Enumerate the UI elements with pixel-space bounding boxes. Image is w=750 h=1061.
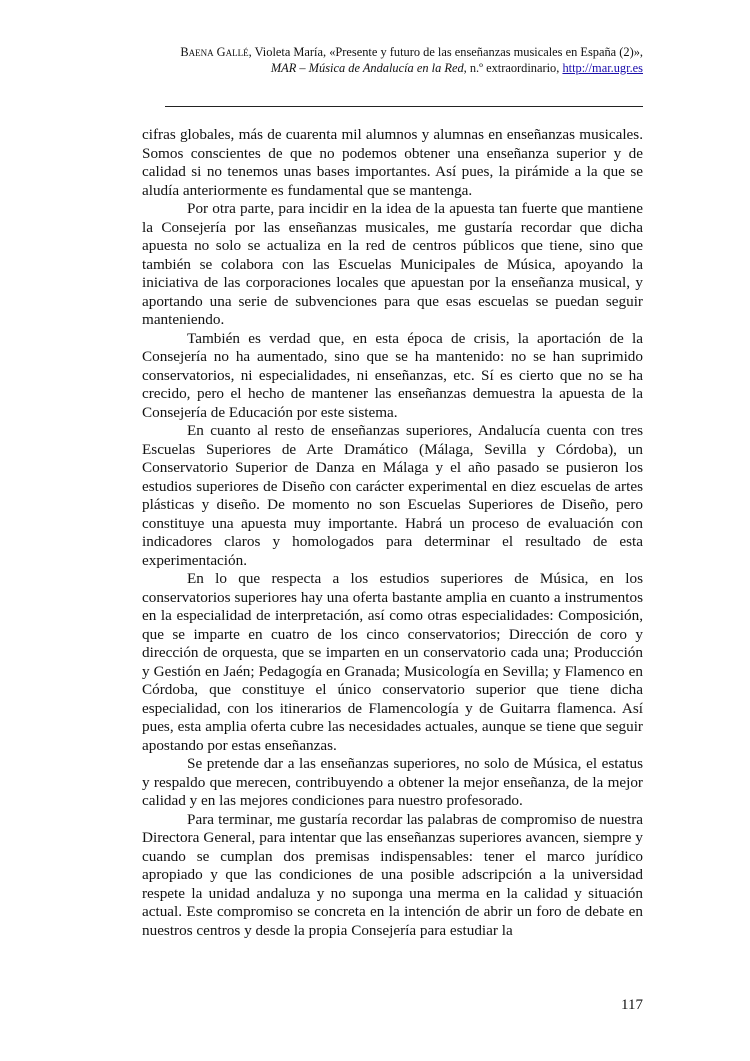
paragraph: También es verdad que, en esta época de crisis, la aportación de la Consejería no ha aumentado, sino que se ha mantenido: no se han suprimido conservatorios, ni especialidades, ni enseñanzas, etc. Sí es cierto que no se ha crecido, pero el hecho de mantener las enseñanzas demuestra la apuesta de la Consejería de Educación por este sistema.: [142, 329, 643, 421]
header-issue: , n.º extraordinario,: [463, 61, 563, 75]
paragraph: Por otra parte, para incidir en la idea de la apuesta tan fuerte que mantiene la Consejería por las enseñanzas musicales, me gustaría recordar que dicha apuesta no solo se actualiza en la red de centros públicos que tiene, sino que también se colabora con las Escuelas Municipales de Música, apoyando la iniciativa de las corporaciones locales que apuestan por la enseñanza musical, y aportando una serie de subvenciones para que esas escuelas se puedan seguir manteniendo.: [142, 200, 643, 328]
paragraph: cifras globales, más de cuarenta mil alumnos y alumnas en enseñanzas musicales. Somos conscientes de que no podemos obtener una enseñanza superior y de calidad si no tenemos unas bases importantes. Así pues, la pirámide a la que se aludía anteriormente es fundamental que se mantenga.: [142, 126, 643, 199]
header-author: Baena Gallé: [180, 45, 249, 59]
header-rule: [165, 106, 643, 107]
page-number: 117: [621, 997, 643, 1013]
header-citation: , Violeta María, «Presente y futuro de las enseñanzas musicales en España (2)»,: [248, 45, 643, 59]
running-header: [142, 44, 643, 76]
body-text: [142, 126, 643, 940]
paragraph: Para terminar, me gustaría recordar las palabras de compromiso de nuestra Directora General, para intentar que las enseñanzas superiores avancen, siempre y cuando se cumplan dos premisas indispensables: tener el marco jurídico apropiado y que las condiciones de una posible adscripción a la universidad respete la unidad andaluza y no suponga una merma en la calidad y situación actual. Este compromiso se concreta en la intención de abrir un foro de debate en nuestros centros y desde la propia Consejería para estudiar la: [142, 810, 643, 939]
header-line-2: [142, 60, 643, 76]
header-journal: MAR – Música de Andalucía en la Red: [270, 61, 464, 75]
header-url-link[interactable]: http://mar.ugr.es: [562, 61, 643, 75]
paragraph: Se pretende dar a las enseñanzas superiores, no solo de Música, el estatus y respaldo que merecen, contribuyendo a obtener la mejor enseñanza, de la mejor calidad y en las mejores condiciones para nuestro profesorado.: [142, 755, 643, 809]
paragraph: En cuanto al resto de enseñanzas superiores, Andalucía cuenta con tres Escuelas Superiores de Arte Dramático (Málaga, Sevilla y Córdoba), un Conservatorio Superior de Danza en Málaga y el año pasado se pusieron los estudios superiores de Diseño con carácter experimental en diez escuelas de artes plásticas y diseño. De momento no son Escuelas Superiores de Diseño, pero constituye una apuesta muy importante. Habrá un proceso de evaluación con indicadores claros y homologados para determinar el resultado de esta experimentación.: [142, 422, 643, 569]
header-line-1: [142, 44, 643, 60]
paragraph: En lo que respecta a los estudios superiores de Música, en los conservatorios superiores hay una oferta bastante amplia en cuanto a instrumentos en la especialidad de interpretación, así como otras especialidades: Composición, que se imparte en cuatro de los cinco conservatorios; Dirección de coro y dirección de orquesta, que se imparten en un conservatorio cada una; Producción y Gestión en Jaén; Pedagogía en Granada; Musicología en Sevilla; y Flamenco en Córdoba, que constituye el único conservatorio superior que tiene dicha especialidad, con los itinerarios de Flamencología y de Guitarra flamenca. Así pues, esta amplia oferta cubre las necesidades actuales, aunque se tiene que seguir apostando por estas enseñanzas.: [142, 570, 643, 754]
